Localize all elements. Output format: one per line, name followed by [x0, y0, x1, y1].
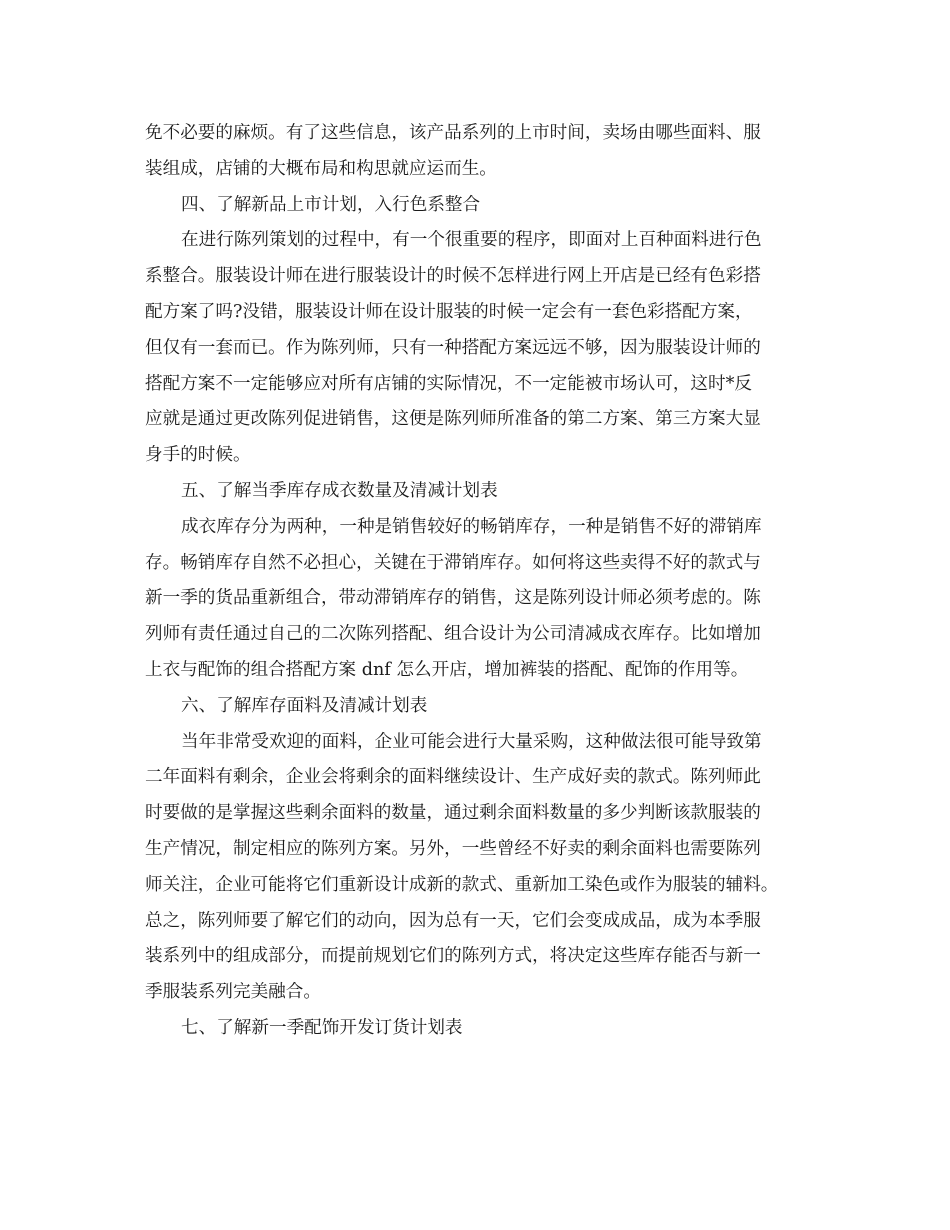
text-line: 应就是通过更改陈列促进销售，这便是陈列师所准备的第二方案、第三方案大显 — [145, 409, 761, 430]
text-line: 装系列中的组成部分，而提前规划它们的陈列方式，将决定这些库存能否与新一 — [145, 946, 761, 967]
paragraph-first-line: 七、了解新一季配饰开发订货计划表 — [181, 1017, 463, 1038]
text-line: 免不必要的麻烦。有了这些信息，该产品系列的上市时间，卖场由哪些面料、服 — [145, 123, 761, 143]
text-line: 装组成，店铺的大概布局和构思就应运而生。 — [145, 158, 497, 179]
paragraph-first-line: 六、了解库存面料及清减计划表 — [181, 695, 428, 716]
text-line: 列师有责任通过自己的二次陈列搭配、组合设计为公司清减成衣库存。比如增加 — [145, 624, 761, 645]
text-line: 新一季的货品重新组合，带动滞销库存的销售，这是陈列设计师必须考虑的。陈 — [145, 588, 761, 609]
text-line: 二年面料有剩余，企业会将剩余的面料继续设计、生产成好卖的款式。陈列师此 — [145, 767, 761, 788]
text-line: 上衣与配饰的组合搭配方案 dnf 怎么开店，增加裤装的搭配、配饰的作用等。 — [145, 659, 749, 680]
text-line: 但仅有一套而已。作为陈列师，只有一种搭配方案远远不够，因为服装设计师的 — [145, 337, 761, 358]
text-line: 季服装系列完美融合。 — [145, 982, 321, 1003]
document-body — [145, 116, 810, 1047]
text-line: 总之，陈列师要了解它们的动向，因为总有一天，它们会变成成品，成为本季服 — [145, 910, 761, 931]
text-line: 系整合。服装设计师在进行服装设计的时候不怎样进行网上开店是已经有色彩搭 — [145, 266, 761, 287]
paragraph-first-line: 当年非常受欢迎的面料，企业可能会进行大量采购，这种做法很可能导致第 — [181, 731, 762, 752]
paragraph-first-line: 四、了解新品上市计划，入行色系整合 — [181, 194, 481, 215]
text-line: 师关注，企业可能将它们重新设计成新的款式、重新加工染色或作为服装的辅料。 — [145, 874, 779, 895]
paragraph-first-line: 成衣库存分为两种，一种是销售较好的畅销库存，一种是销售不好的滞销库 — [181, 516, 762, 537]
text-line: 搭配方案不一定能够应对所有店铺的实际情况，不一定能被市场认可，这时*反 — [145, 373, 752, 394]
text-line: 存。畅销库存自然不必担心，关键在于滞销库存。如何将这些卖得不好的款式与 — [145, 552, 761, 573]
paragraph-first-line: 五、了解当季库存成衣数量及清减计划表 — [181, 480, 498, 501]
text-line: 身手的时候。 — [145, 445, 251, 466]
paragraph-first-line: 在进行陈列策划的过程中，有一个很重要的程序，即面对上百种面料进行色 — [181, 230, 762, 251]
text-line: 配方案了吗?没错，服装设计师在设计服装的时候一定会有一套色彩搭配方案， — [145, 301, 753, 322]
text-line: 时要做的是掌握这些剩余面料的数量，通过剩余面料数量的多少判断该款服装的 — [145, 803, 761, 824]
text-line: 生产情况，制定相应的陈列方案。另外，一些曾经不好卖的剩余面料也需要陈列 — [145, 838, 761, 859]
